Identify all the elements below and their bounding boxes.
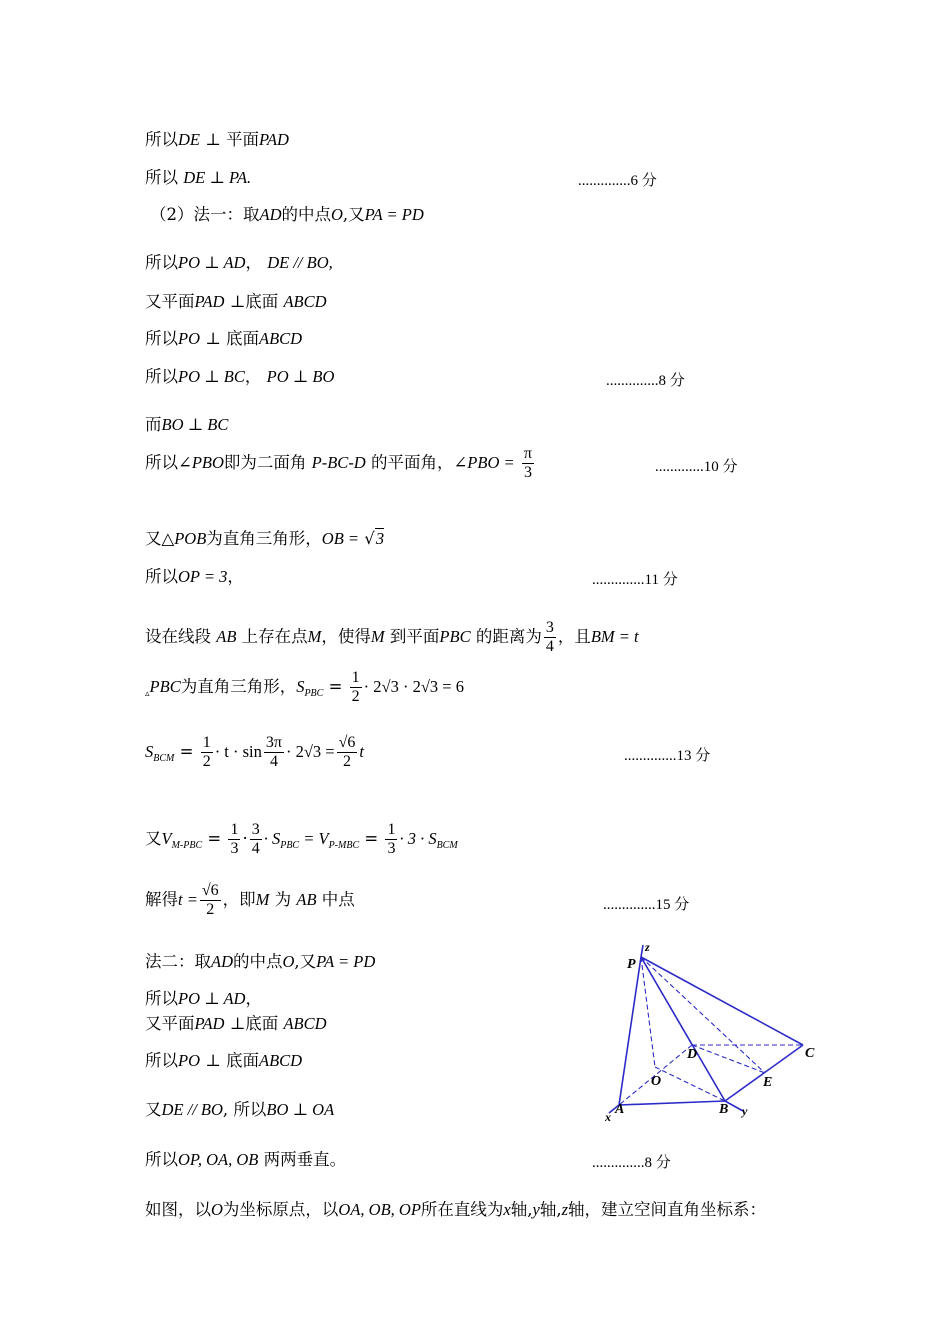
math: t = — [178, 890, 198, 909]
text: 所以 — [145, 168, 178, 187]
math: O — [331, 205, 343, 224]
math-op: = — [174, 742, 199, 761]
math: DE ⊥ PA. — [183, 168, 252, 187]
label-x: x — [605, 1110, 611, 1124]
text: ， — [245, 989, 262, 1008]
denominator: 4 — [251, 840, 260, 857]
math: PA = PD — [316, 952, 376, 971]
text: 平面 — [226, 130, 260, 149]
pyramid-figure — [595, 935, 835, 1130]
math-op: = — [202, 829, 227, 848]
math: M — [255, 890, 270, 909]
math: O — [282, 952, 295, 971]
text: ,又 — [342, 205, 365, 224]
text: ，使得 — [321, 627, 371, 646]
proof-line-5 — [145, 291, 327, 313]
proof-line-17 — [145, 951, 375, 973]
proof-line-14 — [145, 731, 364, 780]
score-15: ..............15 分 — [603, 897, 690, 913]
text: ,又 — [294, 952, 317, 971]
math: AB — [296, 890, 317, 909]
math: · 2√3 = — [285, 742, 335, 761]
math: OB = — [321, 529, 360, 548]
math: OP, OA, OB — [178, 1150, 259, 1169]
fraction — [544, 619, 556, 656]
text: 所以 — [145, 1051, 178, 1070]
label-C: C — [805, 1046, 815, 1061]
text: 所以 — [145, 130, 178, 149]
subscript: BCM — [436, 840, 458, 851]
math: PA = PD — [364, 205, 424, 224]
denominator: 2 — [342, 753, 351, 770]
math: OP = 3 — [178, 567, 228, 586]
proof-line-15: 又$V_{M-PBC}$ = $\frac{1}{3}$ · $\frac{3}{4}$ · $S_{PBC} = V_{P-MBC}$ = $\frac{1}{3}$ · $3 \cdot S_{BCM}$ — [145, 821, 458, 857]
text: 又 — [145, 829, 162, 848]
text: 轴, — [539, 1200, 562, 1219]
math: z — [561, 1200, 568, 1219]
math: y — [532, 1200, 540, 1219]
math: ABCD — [283, 1014, 327, 1033]
math: P-BC-D — [311, 453, 366, 472]
proof-line-21 — [145, 1099, 334, 1121]
proof-line-7 — [145, 366, 334, 388]
proof-line-1 — [145, 129, 289, 151]
denominator: 3 — [230, 840, 239, 857]
fraction — [200, 882, 221, 919]
numerator: 1 — [202, 734, 211, 751]
numerator: 1 — [387, 821, 396, 838]
numerator: 3π — [265, 734, 282, 751]
score-11: ..............11 分 — [592, 572, 678, 588]
proof-line-23 — [145, 1199, 766, 1221]
label-y: y — [742, 1104, 748, 1118]
text: ⊥ 底面 — [200, 1051, 260, 1070]
proof-line-6 — [145, 328, 302, 350]
numerator: √6 — [338, 734, 356, 751]
math: · S — [263, 829, 281, 848]
proof-line-11 — [145, 566, 244, 588]
score-13: ..............13 分 — [624, 748, 711, 764]
text: 轴, — [510, 1200, 533, 1219]
math: DE // BO, — [267, 253, 333, 272]
denominator: 4 — [545, 638, 554, 655]
label-B: B — [719, 1102, 729, 1117]
triangle-symbol: ▵ — [145, 689, 150, 699]
proof-line-4 — [145, 252, 333, 274]
math: BO ⊥ BC — [161, 415, 229, 434]
text: 的中点 — [281, 205, 331, 224]
math: BM = t — [590, 627, 639, 646]
math: OA, OB, OP — [338, 1200, 421, 1219]
text: 设在线段 — [145, 627, 211, 646]
math: V — [161, 829, 172, 848]
math: DE — [178, 130, 200, 149]
text: 又平面 — [145, 292, 195, 311]
text: 上存在点 — [241, 627, 308, 646]
proof-line-8 — [145, 414, 228, 436]
denominator: 3 — [523, 464, 532, 481]
math: ABCD — [259, 329, 303, 348]
label-O: O — [651, 1074, 662, 1089]
math: S — [296, 677, 305, 696]
math: PO ⊥ AD — [178, 253, 246, 272]
subscript: PBC — [304, 688, 324, 699]
math: PAD — [194, 1014, 225, 1033]
math: ABCD — [283, 292, 327, 311]
math: t — [359, 742, 364, 761]
label-A: A — [615, 1102, 625, 1117]
text: 即为二面角 — [223, 453, 307, 472]
math: O — [211, 1200, 223, 1219]
text: 为直角三角形， — [206, 529, 322, 548]
text: 所以 — [145, 989, 178, 1008]
math: S — [145, 742, 154, 761]
math: M — [370, 627, 385, 646]
math: PO — [178, 329, 200, 348]
denominator: 2 — [202, 753, 211, 770]
text: ， — [245, 253, 262, 272]
fraction — [264, 734, 284, 771]
fraction — [201, 734, 213, 771]
proof-line-3 — [150, 204, 424, 226]
fraction — [385, 821, 397, 858]
text: ， — [244, 367, 262, 386]
edge-PA — [619, 957, 641, 1105]
text: 所以 — [145, 253, 178, 272]
proof-line-2 — [145, 167, 251, 189]
math: · t · sin — [214, 742, 262, 761]
text: ，即 — [222, 890, 256, 909]
text: 所以 — [145, 453, 178, 472]
text: 所以 — [145, 367, 178, 386]
math: PO ⊥ BO — [266, 367, 335, 386]
math-op: = — [359, 829, 384, 848]
math: AD — [259, 205, 282, 224]
text: 又平面 — [145, 1014, 195, 1033]
subscript: BCM — [153, 753, 175, 764]
fraction — [228, 821, 240, 858]
text: ，且 — [557, 627, 591, 646]
math: POB — [174, 529, 207, 548]
math: PBC — [439, 627, 471, 646]
edge-PC — [641, 957, 803, 1045]
subscript: PBC — [280, 840, 300, 851]
denominator: 3 — [387, 840, 396, 857]
text: , 所以 — [222, 1100, 267, 1119]
math: DE // BO — [161, 1100, 223, 1119]
proof-line-9 — [145, 444, 536, 482]
math: AB — [216, 627, 237, 646]
text: 解得 — [145, 890, 178, 909]
text: 为 — [274, 890, 292, 909]
math: PBC — [149, 677, 181, 696]
score-8: ..............8 分 — [606, 373, 685, 389]
text: 中点 — [321, 890, 355, 909]
math: ∠PBO — [178, 453, 224, 472]
proof-line-10 — [145, 528, 384, 550]
text: 所以 — [145, 329, 178, 348]
text: 如图，以 — [145, 1200, 211, 1219]
numerator: 1 — [230, 821, 239, 838]
edge-BC — [725, 1045, 803, 1101]
denominator: 2 — [206, 901, 215, 918]
edge-AB — [619, 1101, 725, 1105]
numerator: √6 — [201, 882, 219, 899]
z-axis — [641, 945, 643, 957]
label-P: P — [627, 957, 636, 972]
numerator: 3 — [251, 821, 260, 838]
math: PO — [178, 1051, 200, 1070]
text: ， — [227, 567, 244, 586]
proof-line-12 — [145, 618, 639, 656]
label-D: D — [687, 1047, 698, 1062]
text: 而 — [145, 415, 162, 434]
math: PO ⊥ AD — [178, 989, 246, 1008]
text: 所以 — [145, 567, 178, 586]
proof-line-13 — [145, 668, 464, 713]
text: ⊥ 底面 — [200, 329, 260, 348]
math-op: = — [323, 677, 348, 696]
subscript: P-MBC — [328, 840, 360, 851]
math: = V — [299, 829, 329, 848]
text: 又 — [145, 1100, 162, 1119]
math: PO ⊥ BC — [178, 367, 245, 386]
segment-PO — [641, 957, 655, 1067]
text: 到平面 — [389, 627, 440, 646]
math: M — [307, 627, 322, 646]
text: 为直角三角形， — [180, 677, 297, 696]
math: · 2√3 · 2√3 = 6 — [363, 677, 464, 696]
score-10: .............10 分 — [655, 459, 738, 475]
text: 所以 — [145, 1150, 178, 1169]
numerator: 3 — [545, 619, 554, 636]
math: PAD — [259, 130, 289, 149]
segment-DE — [692, 1045, 765, 1073]
fraction — [350, 669, 362, 706]
text: 法二：取 — [145, 952, 211, 971]
fraction — [250, 821, 262, 858]
math: · 3 · S — [399, 829, 437, 848]
proof-line-19 — [145, 1013, 327, 1035]
math: BO ⊥ OA — [266, 1100, 335, 1119]
text: 的中点 — [233, 952, 283, 971]
text: ⊥底面 — [224, 1014, 284, 1033]
math: ∠PBO = — [453, 453, 515, 472]
math: ABCD — [259, 1051, 303, 1070]
text: 两两垂直。 — [263, 1150, 347, 1169]
denominator: 2 — [351, 688, 360, 705]
proof-line-20 — [145, 1050, 302, 1072]
denominator: 4 — [269, 753, 278, 770]
proof-line-22 — [145, 1149, 346, 1171]
text: ，建立空间直角坐标系： — [584, 1200, 766, 1219]
score-8b: ..............8 分 — [592, 1155, 671, 1171]
label-z: z — [645, 940, 650, 954]
text: 为坐标原点，以 — [222, 1200, 339, 1219]
label-E: E — [763, 1075, 773, 1090]
text: 的距离为 — [475, 627, 542, 646]
text: 的平面角， — [370, 453, 454, 472]
subscript: M-PBC — [171, 840, 203, 851]
text: ⊥底面 — [224, 292, 284, 311]
sqrt: √3 — [364, 529, 385, 548]
math: x — [503, 1200, 511, 1219]
fraction — [522, 445, 534, 482]
math: AD — [211, 952, 233, 971]
text: 轴 — [567, 1200, 585, 1219]
fraction — [337, 734, 358, 771]
text: （2）法一：取 — [150, 205, 260, 224]
numerator: 1 — [351, 669, 360, 686]
score-6: ..............6 分 — [578, 173, 657, 189]
radicand: 3 — [375, 529, 385, 548]
math: PAD — [194, 292, 225, 311]
proof-line-18 — [145, 988, 262, 1010]
text: 又△ — [145, 529, 175, 548]
text: 所在直线为 — [420, 1200, 504, 1219]
math-op: ⊥ — [200, 130, 227, 149]
proof-line-16 — [145, 878, 355, 922]
numerator: π — [523, 445, 532, 462]
